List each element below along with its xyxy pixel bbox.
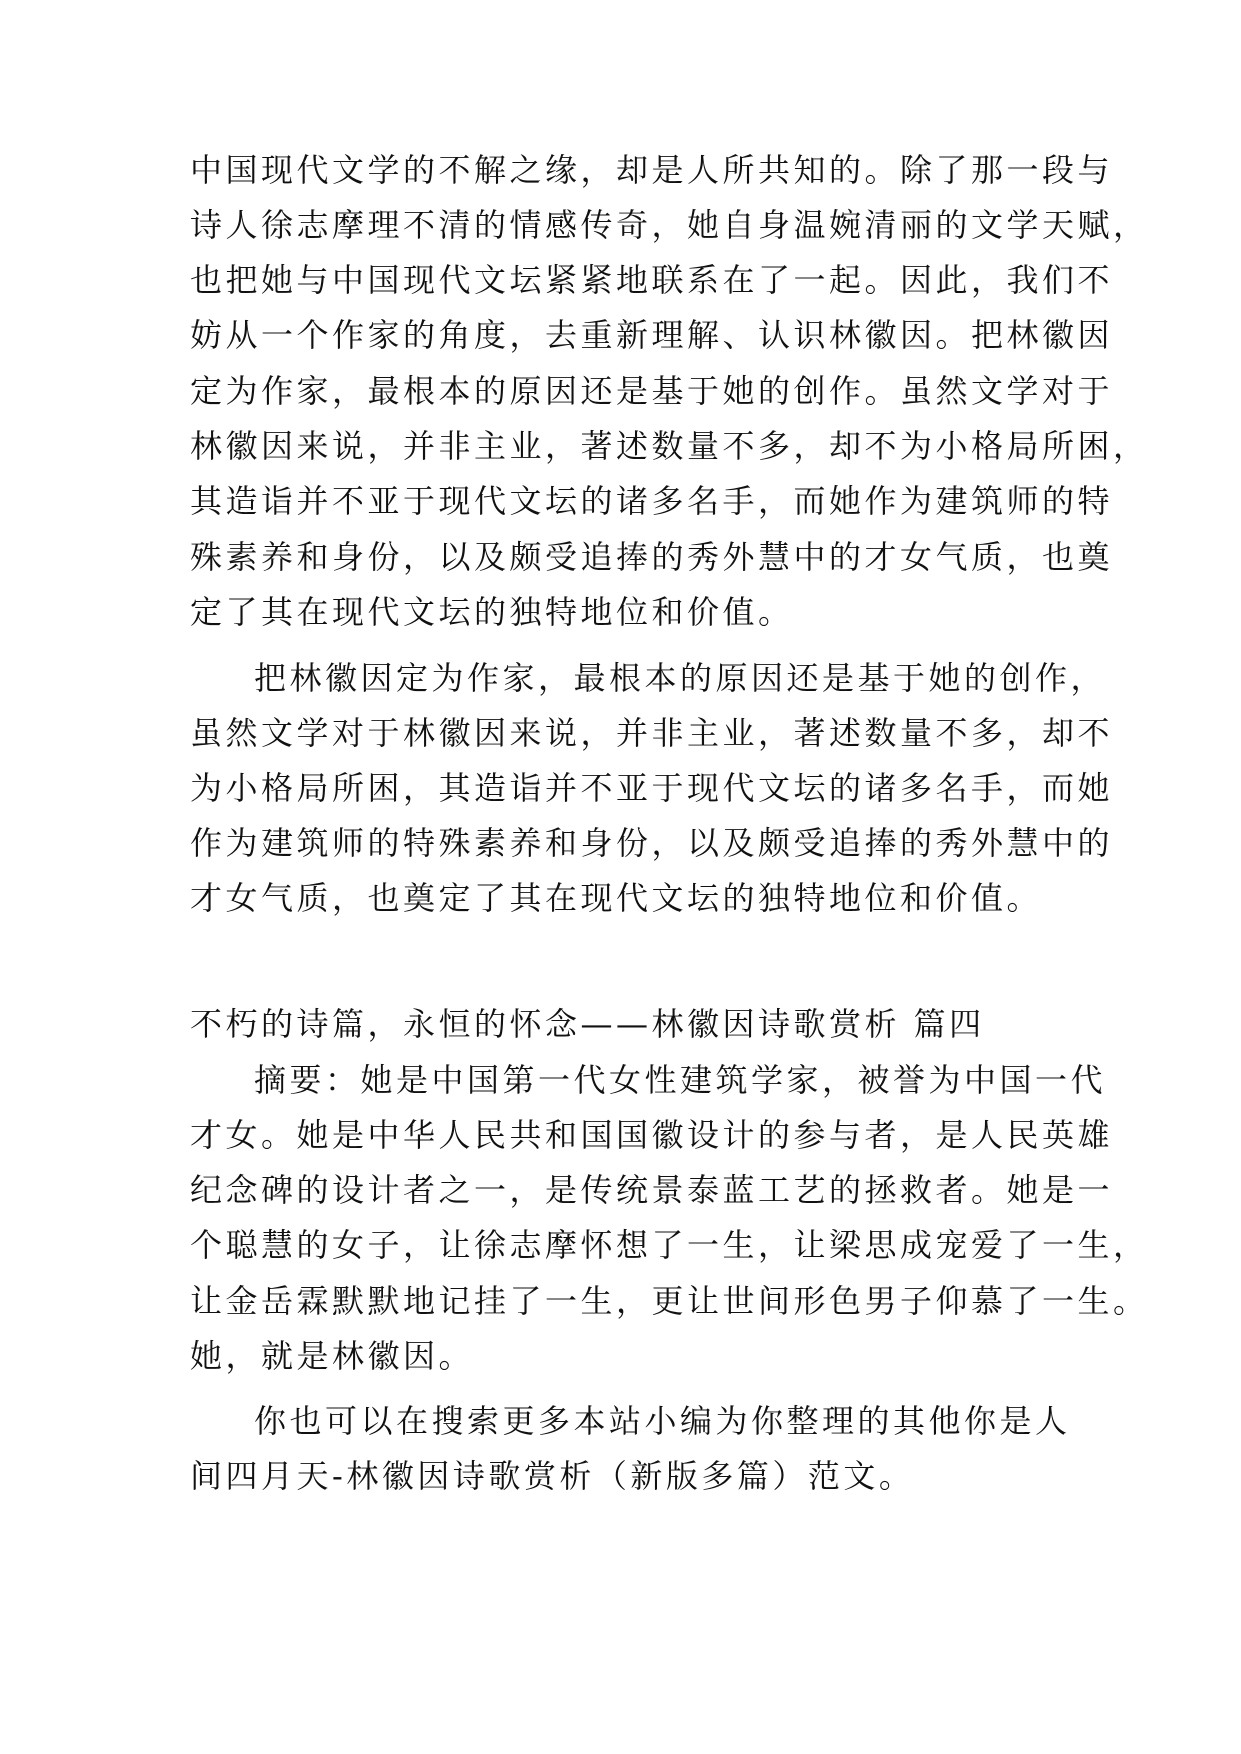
paragraph-1-line-4: 妨从一个作家的角度，去重新理解、认识林徽因。把林徽因	[190, 316, 1114, 354]
paragraph-2-line-1: 把林徽因定为作家，最根本的原因还是基于她的创作，	[254, 659, 1107, 697]
abstract-line-3: 纪念碑的设计者之一，是传统景泰蓝工艺的拯救者。她是一	[190, 1171, 1114, 1209]
abstract-line-4: 个聪慧的女子，让徐志摩怀想了一生，让梁思成宠爱了一生，	[190, 1226, 1149, 1264]
closing-line-2: 间四月天-林徽因诗歌赏析（新版多篇）范文。	[190, 1457, 915, 1495]
paragraph-2-line-5: 才女气质，也奠定了其在现代文坛的独特地位和价值。	[190, 879, 1043, 917]
section-title: 不朽的诗篇，永恒的怀念——林徽因诗歌赏析 篇四	[190, 1005, 985, 1043]
paragraph-1-line-8: 殊素养和身份，以及颇受追捧的秀外慧中的才女气质，也奠	[190, 538, 1114, 576]
paragraph-1-line-7: 其造诣并不亚于现代文坛的诸多名手，而她作为建筑师的特	[190, 482, 1114, 520]
abstract-line-6: 她，就是林徽因。	[190, 1337, 475, 1375]
closing-line-1: 你也可以在搜索更多本站小编为你整理的其他你是人	[254, 1402, 1071, 1440]
paragraph-2-line-3: 为小格局所困，其造诣并不亚于现代文坛的诸多名手，而她	[190, 769, 1114, 807]
paragraph-2-line-2: 虽然文学对于林徽因来说，并非主业，著述数量不多，却不	[190, 714, 1114, 752]
abstract-line-5: 让金岳霖默默地记挂了一生，更让世间形色男子仰慕了一生。	[190, 1282, 1149, 1320]
paragraph-2-line-4: 作为建筑师的特殊素养和身份，以及颇受追捧的秀外慧中的	[190, 824, 1114, 862]
paragraph-1-line-3: 也把她与中国现代文坛紧紧地联系在了一起。因此，我们不	[190, 261, 1114, 299]
paragraph-1-line-6: 林徽因来说，并非主业，著述数量不多，却不为小格局所困，	[190, 427, 1149, 465]
paragraph-1-line-9: 定了其在现代文坛的独特地位和价值。	[190, 593, 794, 631]
abstract-line-1: 摘要：她是中国第一代女性建筑学家，被誉为中国一代	[254, 1061, 1107, 1099]
abstract-line-2: 才女。她是中华人民共和国国徽设计的参与者，是人民英雄	[190, 1116, 1114, 1154]
paragraph-1-line-2: 诗人徐志摩理不清的情感传奇，她自身温婉清丽的文学天赋，	[190, 206, 1149, 244]
paragraph-1-line-5: 定为作家，最根本的原因还是基于她的创作。虽然文学对于	[190, 372, 1114, 410]
paragraph-1-line-1: 中国现代文学的不解之缘，却是人所共知的。除了那一段与	[190, 151, 1114, 189]
